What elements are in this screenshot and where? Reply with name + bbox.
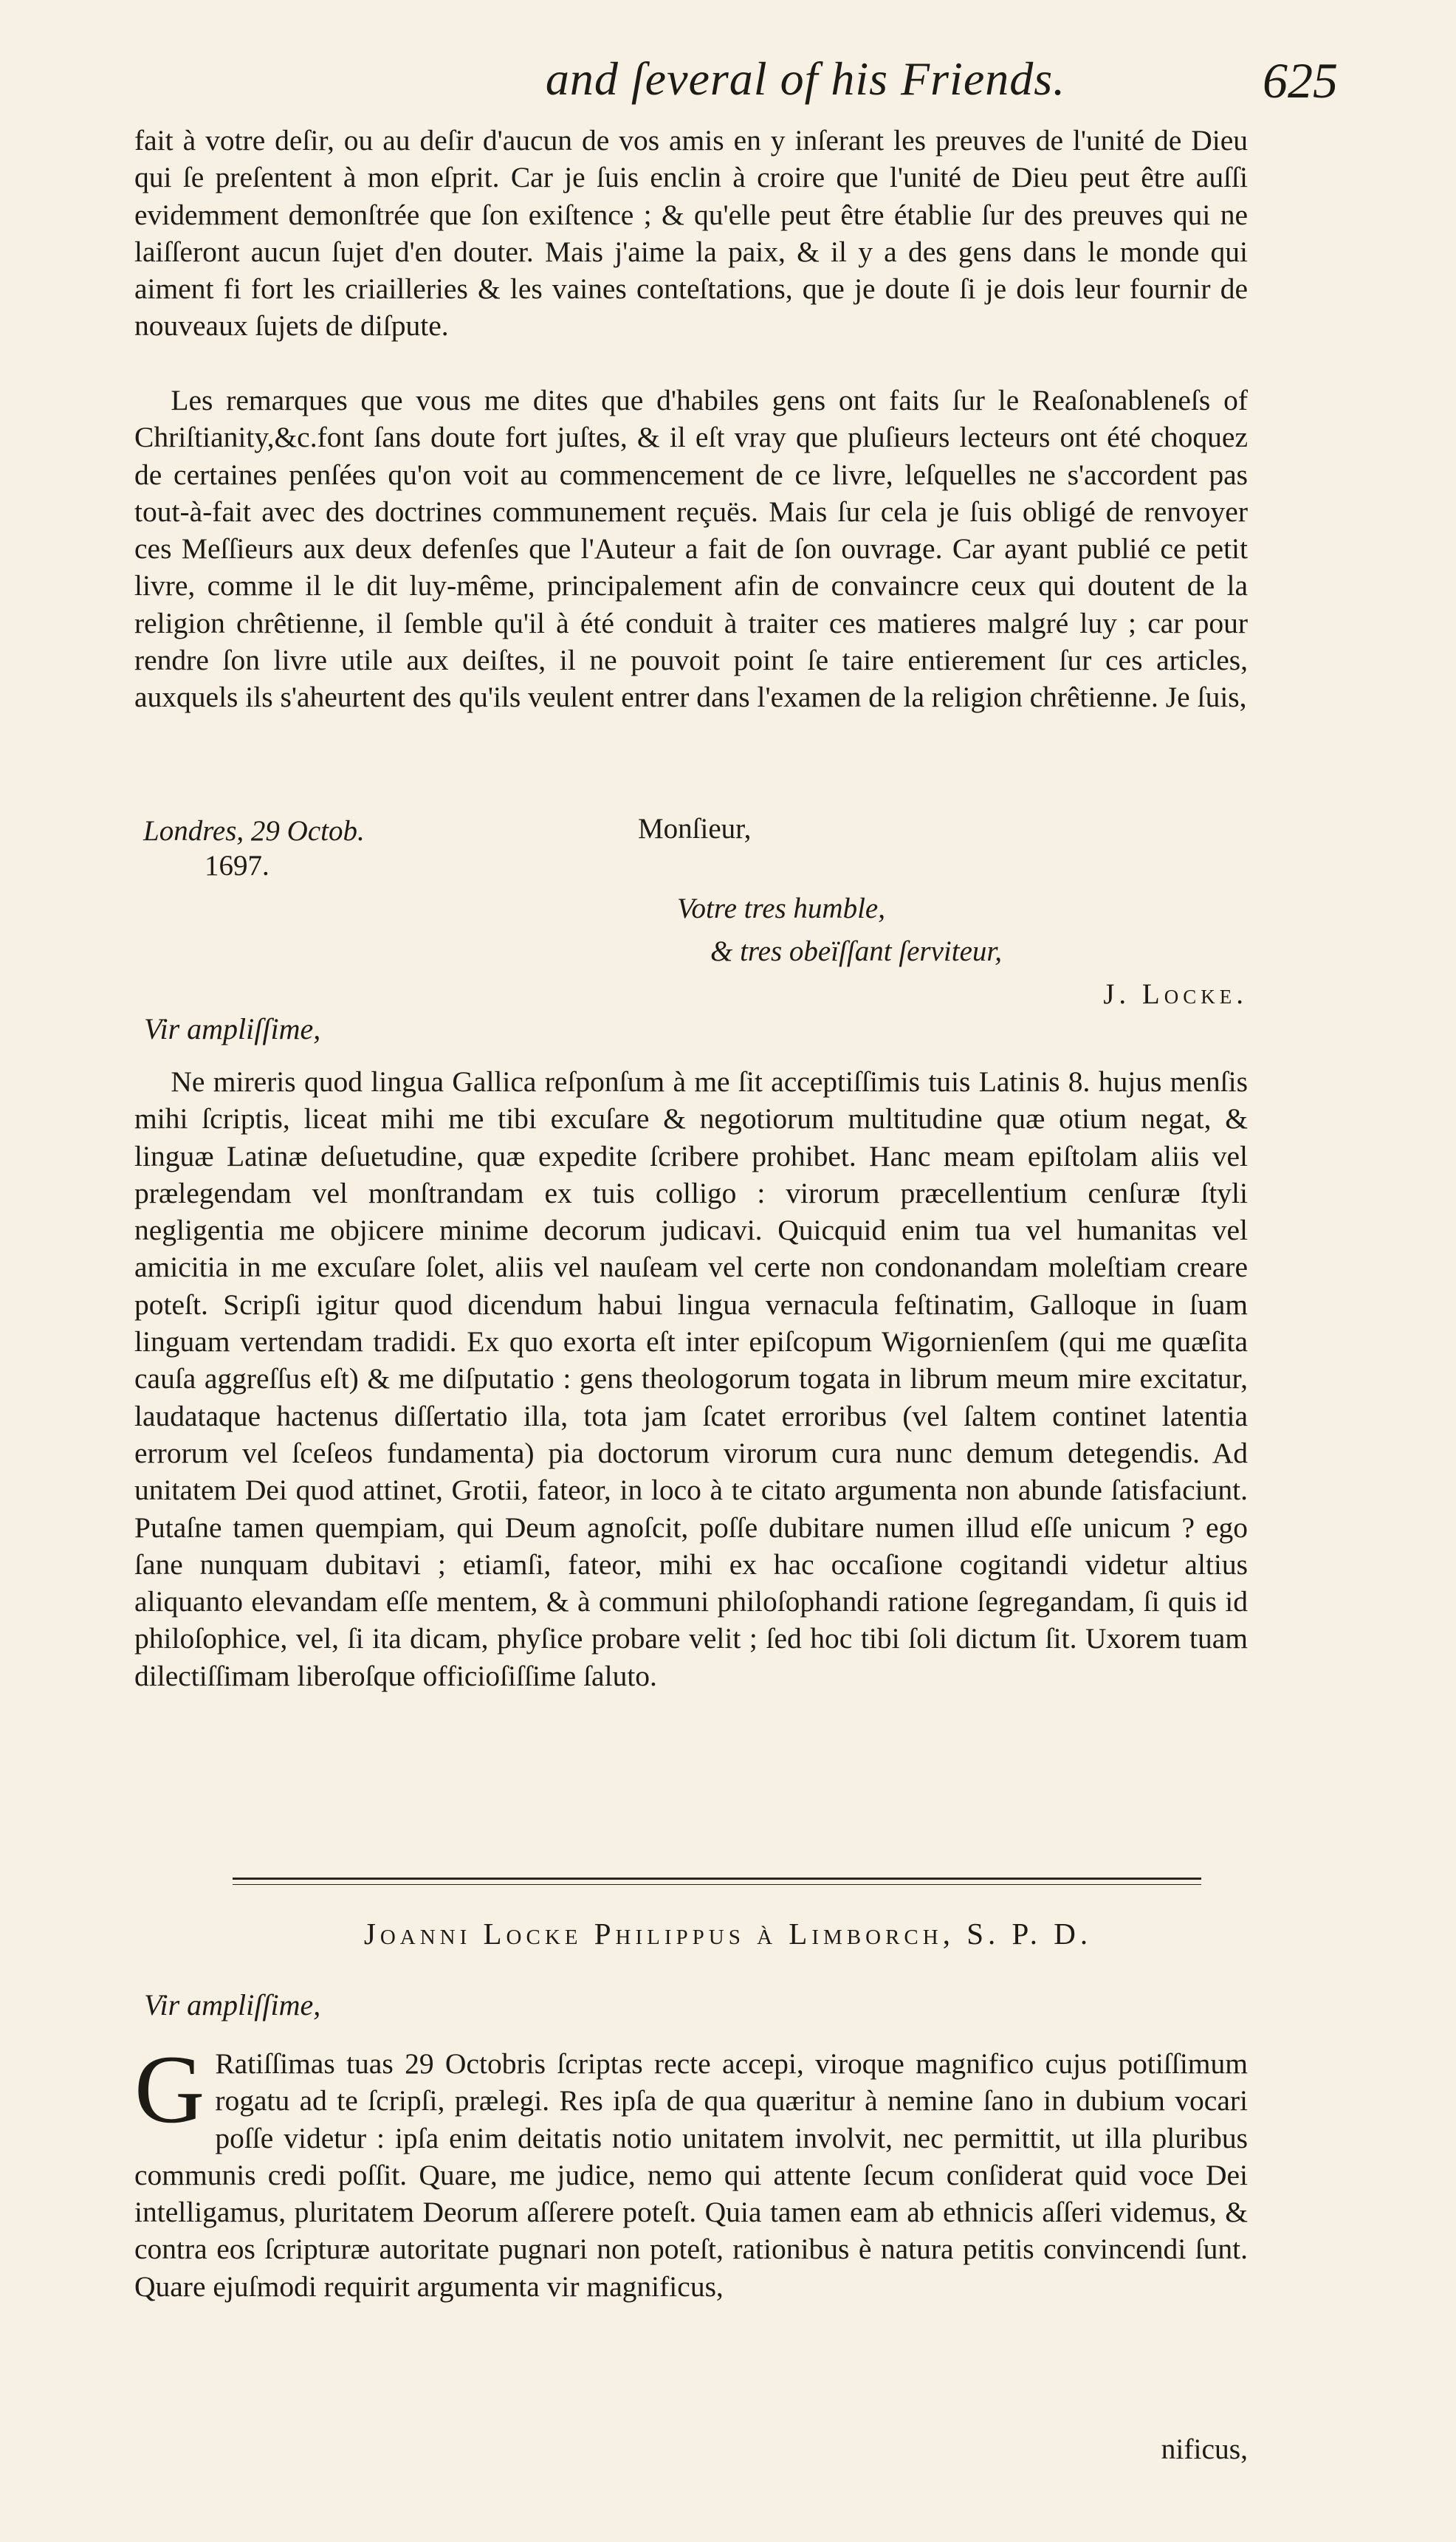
letter-heading: Joanni Locke Philippus à Limborch, S. P. D.	[363, 1917, 1093, 1951]
signature: J. Locke.	[1103, 978, 1248, 1010]
latin-letter-paragraph	[134, 1063, 1248, 1694]
section-divider-thick	[233, 1878, 1201, 1880]
place-date: Londres, 29 Octob.	[143, 815, 365, 847]
drop-cap: G	[134, 2035, 205, 2143]
closing-line-2: & tres obeïſſant ſerviteur,	[710, 935, 1003, 967]
french-letter-signoff	[134, 805, 1248, 1011]
limborch-letter-salutation: Vir ampliſſime,	[144, 1988, 321, 2021]
paragraph-text: fait à votre deſir, ou au deſir d'aucun de vos amis en y inſerant les preuves de l'unité de Dieu qui ſe preſentent à mon eſprit. Car je ſuis enclin à croire que l'unité de Dieu peut être auſſi evidemment demonſtrée que ſon exiſtence ; & qu'elle peut être établie ſur des preuves qui ne laiſſeront aucun ſujet d'en douter. Mais j'aime la paix, & il y a des gens dans le monde qui aiment fi fort les criailleries & les vaines conteſtations, que je doute ſi je dois leur fournir de nouveaux ſujets de diſpute.	[134, 124, 1248, 343]
closing-salutation: Monſieur,	[638, 813, 752, 845]
latin-letter-salutation: Vir ampliſſime,	[144, 1012, 321, 1045]
page-number: 625	[1263, 52, 1338, 109]
page-header	[273, 44, 1338, 118]
closing-line-1: Votre tres humble,	[677, 893, 885, 924]
limborch-letter-paragraph	[134, 2035, 1248, 2305]
section-divider-thin	[233, 1884, 1201, 1885]
paragraph-text: Ne mireris quod lingua Gallica reſponſum à me ſit acceptiſſimis tuis Latinis 8. hujus menſis mihi ſcriptis, liceat mihi me tibi excuſare & negotiorum multitudine quæ otium negat, & linguæ Latinæ deſuetudine, quæ expedite ſcribere prohibet. Hanc meam epiſtolam aliis vel prælegendam vel monſtrandam ex tuis colligo : virorum præcellentium cenſuræ ſtyli negligentia me objicere minime decorum judicavi. Quicquid enim tua vel humanitas vel amicitia in me excuſare ſolet, aliis vel nauſeam vel certe non condonandam moleſtiam creare poteſt. Scripſi igitur quod dicendum habui lingua vernacula feſtinatim, Galloque in ſuam linguam vertendam tradidi. Ex quo exorta eſt inter epiſcopum Wigornienſem (qui me quæſita cauſa aggreſſus eſt) & me diſputatio : gens theologorum togata in librum meum mire excitatur, laudataque hactenus diſſertatio illa, tota jam ſcatet erroribus (vel ſaltem continet latentia errorum vel ſceſeos fundamenta) pia doctorum virorum cura nunc demum detegendis. Ad unitatem Dei quod attinet, Grotii, fateor, in loco à te citato argumenta non abunde ſatisfaciunt. Putaſne tamen quempiam, qui Deum agnoſcit, poſſe dubitare numen illud eſſe unicum ? ego ſane nunquam dubitavi ; etiamſi, fateor, mihi ex hac occaſione cogitandi videtur altius aliquanto elevandam eſſe mentem, & à communi philoſophandi ratione ſegregandam, ſi quis id philoſophice, vel, ſi ita dicam, phyſice probare velit ; ſed hoc tibi ſoli dictum ſit. Uxorem tuam dilectiſſimam liberoſque officioſiſſime ſaluto.	[134, 1065, 1248, 1692]
paragraph-text: Les remarques que vous me dites que d'habiles gens ont faits ſur le Reaſonableneſs of Chriſtianity,&c.font ſans doute fort juſtes, & il eſt vray que pluſieurs lecteurs ont été choquez de certaines penſées qu'on voit au commencement de ce livre, leſquelles ne s'accordent pas tout-à-fait avec des doctrines communement reçuës. Mais ſur cela je ſuis obligé de renvoyer ces Meſſieurs aux deux defenſes que l'Auteur a fait de ſon ouvrage. Car ayant publié ce petit livre, comme il le dit luy-même, principalement afin de convaincre ceux qui doutent de la religion chrêtienne, il ſemble qu'il à été conduit à traiter ces matieres malgré luy ; car pour rendre ſon livre utile aux deiſtes, il ne pouvoit point ſe taire entierement ſur ces articles, auxquels ils s'aheurtent des qu'ils veulent entrer dans l'examen de la religion chrêtienne. Je ſuis,	[134, 384, 1248, 714]
running-head: and ſeveral of his Friends.	[545, 52, 1066, 105]
date-year: 1697.	[205, 850, 269, 882]
paragraph-body	[134, 2035, 1248, 2305]
paragraph-text: Ratiſſimas tuas 29 Octobris ſcriptas recte accepi, viroque magnifico cujus potiſſimum rogatu ad te ſcripſi, prælegi. Res ipſa de qua quæritur à nemine ſano in dubium vocari poſſe videtur : ipſa enim deitatis notio unitatem involvit, nec permittit, ut illa pluribus communis credi poſſit. Quare, me judice, nemo qui attente ſecum conſiderat quid voce Dei intelligamus, pluritatem Deorum aſſerere poteſt. Quia tamen eam ab ethnicis aſſeri videmus, & contra eos ſcripturæ autoritate pugnari non poteſt, rationibus è natura petitis convincendi ſunt. Quare ejuſmodi requirit argumenta vir magnificus,	[134, 2047, 1248, 2303]
french-letter-paragraph-2	[134, 382, 1248, 716]
french-letter-paragraph-1	[134, 122, 1248, 345]
catchword: nificus,	[1161, 2433, 1248, 2465]
